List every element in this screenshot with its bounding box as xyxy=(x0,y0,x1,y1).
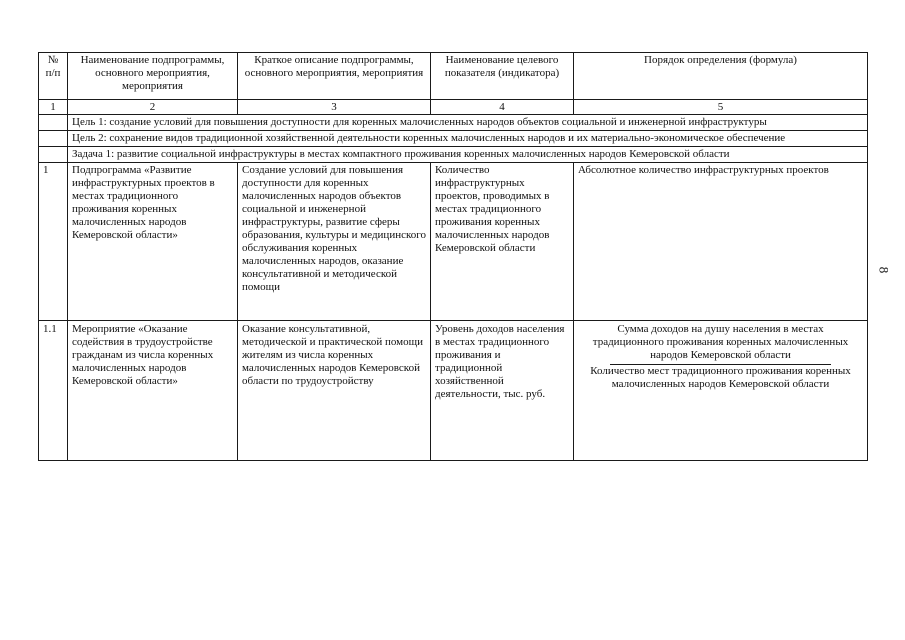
column-numbers-row xyxy=(39,100,868,115)
row-name: Подпрограмма «Развитие инфраструктурных проектов в местах традиционного проживания коренных малочисленных народов Кемеровской области» xyxy=(68,163,238,321)
col-number: 1 xyxy=(39,100,68,115)
col-number: 2 xyxy=(68,100,238,115)
empty-cell xyxy=(39,131,68,147)
formula-denominator: Количество мест традиционного проживания коренных малочисленных народов Кемеровской области xyxy=(590,365,851,390)
row-indicator: Количество инфраструктурных проектов, проводимых в местах традиционного проживания коренных малочисленных народов Кемеровской области xyxy=(431,163,574,321)
header-num: № п/п xyxy=(39,53,68,100)
row-num: 1 xyxy=(39,163,68,321)
row-indicator: Уровень доходов населения в местах традиционного проживания и традиционной хозяйственной деятельности, тыс. руб. xyxy=(431,321,574,461)
header-formula: Порядок определения (формула) xyxy=(574,53,868,100)
row-desc: Создание условий для повышения доступности для коренных малочисленных народов объектов социальной и инженерной инфраструктуры, развитие сферы образования, культуры и медицинского обслуживания коренных малочисленных народов, оказание консультативной и методической помощи xyxy=(238,163,431,321)
row-num: 1.1 xyxy=(39,321,68,461)
header-row xyxy=(39,53,868,100)
page-number: 8 xyxy=(876,266,892,274)
header-indicator: Наименование целевого показателя (индикатора) xyxy=(431,53,574,100)
empty-cell xyxy=(39,147,68,163)
goal1-row xyxy=(39,115,868,131)
table-row xyxy=(39,321,868,461)
task1-row xyxy=(39,147,868,163)
row-name: Мероприятие «Оказание содействия в трудоустройстве гражданам из числа коренных малочисленных народов Кемеровской области» xyxy=(68,321,238,461)
table-row xyxy=(39,163,868,321)
formula-numerator: Сумма доходов на душу населения в местах традиционного проживания коренных малочисленных народов Кемеровской области xyxy=(592,323,849,361)
goal-1: Цель 1: создание условий для повышения доступности для коренных малочисленных народов объектов социальной и инженерной инфраструктуры xyxy=(68,115,868,131)
row-formula-fraction xyxy=(574,321,868,461)
row-desc: Оказание консультативной, методической и практической помощи жителям из числа коренных малочисленных народов Кемеровской области по трудоустройству xyxy=(238,321,431,461)
header-desc: Краткое описание подпрограммы, основного мероприятия, мероприятия xyxy=(238,53,431,100)
goal-2: Цель 2: сохранение видов традиционной хозяйственной деятельности коренных малочисленных народов и их материально-экономическое обеспечение xyxy=(68,131,868,147)
task-1: Задача 1: развитие социальной инфраструктуры в местах компактного проживания коренных малочисленных народов Кемеровской области xyxy=(68,147,868,163)
col-number: 3 xyxy=(238,100,431,115)
indicators-table xyxy=(38,52,868,461)
row-formula: Абсолютное количество инфраструктурных проектов xyxy=(574,163,868,321)
goal2-row xyxy=(39,131,868,147)
empty-cell xyxy=(39,115,68,131)
col-number: 4 xyxy=(431,100,574,115)
col-number: 5 xyxy=(574,100,868,115)
header-name: Наименование подпрограммы, основного мероприятия, мероприятия xyxy=(68,53,238,100)
